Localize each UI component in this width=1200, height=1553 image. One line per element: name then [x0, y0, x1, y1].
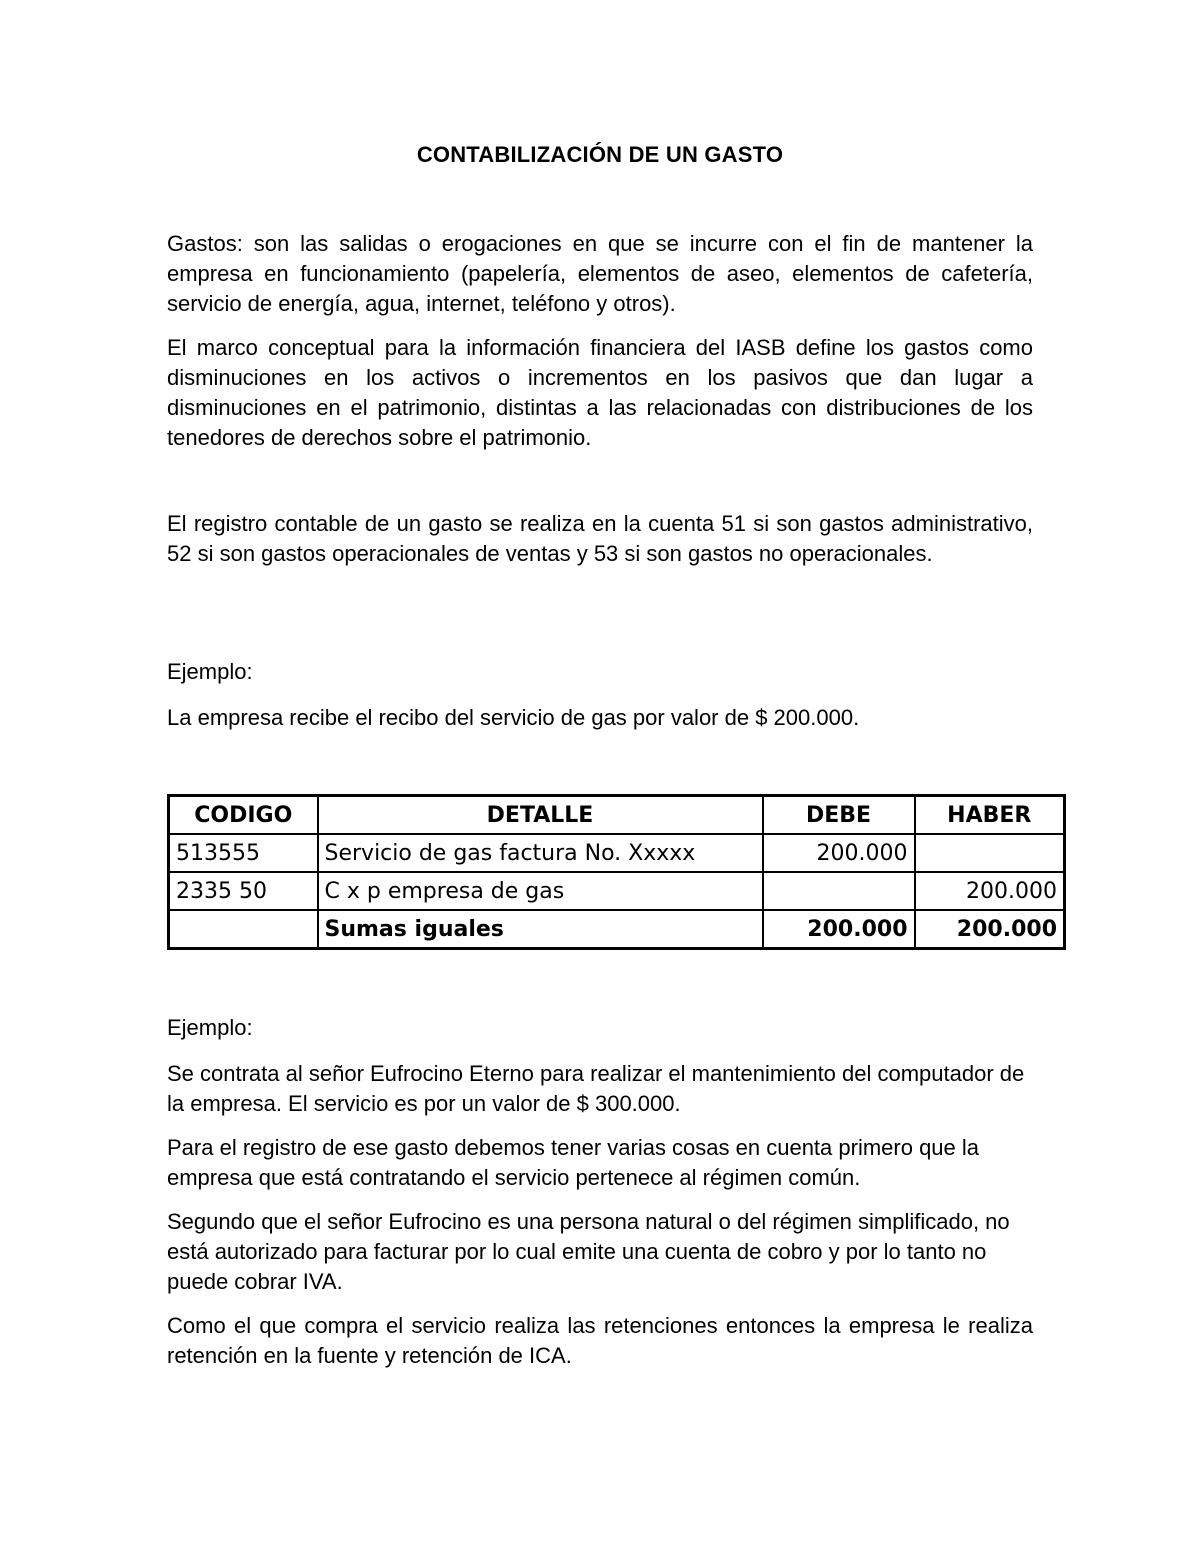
cell-codigo: 513555	[169, 834, 318, 872]
cell-debe: 200.000	[763, 910, 915, 949]
header-haber: HABER	[915, 796, 1065, 835]
example-1-label: Ejemplo:	[167, 659, 253, 684]
example-2-label: Ejemplo:	[167, 1015, 253, 1040]
paragraph-marco-conceptual: El marco conceptual para la información financiera del IASB define los gastos como disminuciones en los activos o incrementos en los pasivos que dan lugar a disminuciones en el patrimonio, distintas a las relacionadas con distribuciones de los tenedores de derechos sobre el patrimonio.	[167, 335, 1033, 450]
paragraph-registro-gasto: Para el registro de ese gasto debemos tener varias cosas en cuenta primero que la empresa que está contratando el servicio pertenece al régimen común.	[167, 1135, 980, 1190]
example-1-text: La empresa recibe el recibo del servicio de gas por valor de $ 200.000.	[167, 705, 860, 730]
paragraph-definicion: Gastos: son las salidas o erogaciones en que se incurre con el fin de mantener la empresa en funcionamiento (papelería, elementos de aseo, elementos de cafetería, servicio de energía, agua, internet, teléfono y otros).	[167, 231, 1033, 316]
cell-haber: 200.000	[915, 910, 1065, 949]
cell-detalle: C x p empresa de gas	[318, 872, 763, 910]
cell-debe: 200.000	[763, 834, 915, 872]
header-codigo: CODIGO	[169, 796, 318, 835]
header-debe: DEBE	[763, 796, 915, 835]
cell-haber: 200.000	[915, 872, 1065, 910]
table-row	[169, 872, 1065, 910]
paragraph-registro: El registro contable de un gasto se realiza en la cuenta 51 si son gastos administrativo, 52 si son gastos operacionales de ventas y 53 si son gastos no operacionales.	[167, 511, 1033, 566]
example-2-text: Se contrata al señor Eufrocino Eterno para realizar el mantenimiento del computador de la empresa. El servicio es por un valor de $ 300.000.	[167, 1061, 1025, 1116]
paragraph-retenciones: Como el que compra el servicio realiza las retenciones entonces la empresa le realiza retención en la fuente y retención de ICA.	[167, 1313, 1033, 1368]
cell-detalle: Servicio de gas factura No. Xxxxx	[318, 834, 763, 872]
header-detalle: DETALLE	[318, 796, 763, 835]
ledger-header-row	[169, 796, 1065, 835]
cell-codigo: 2335 50	[169, 872, 318, 910]
document-title: CONTABILIZACIÓN DE UN GASTO	[416, 142, 784, 167]
cell-detalle: Sumas iguales	[318, 910, 763, 949]
paragraph-segundo: Segundo que el señor Eufrocino es una persona natural o del régimen simplificado, no está autorizado para facturar por lo cual emite una cuenta de cobro y por lo tanto no puede cobrar IVA.	[167, 1209, 1010, 1294]
table-row	[169, 834, 1065, 872]
cell-haber	[915, 834, 1065, 872]
cell-codigo	[169, 910, 318, 949]
ledger-table	[167, 794, 1066, 950]
cell-debe	[763, 872, 915, 910]
table-row-totals	[169, 910, 1065, 949]
